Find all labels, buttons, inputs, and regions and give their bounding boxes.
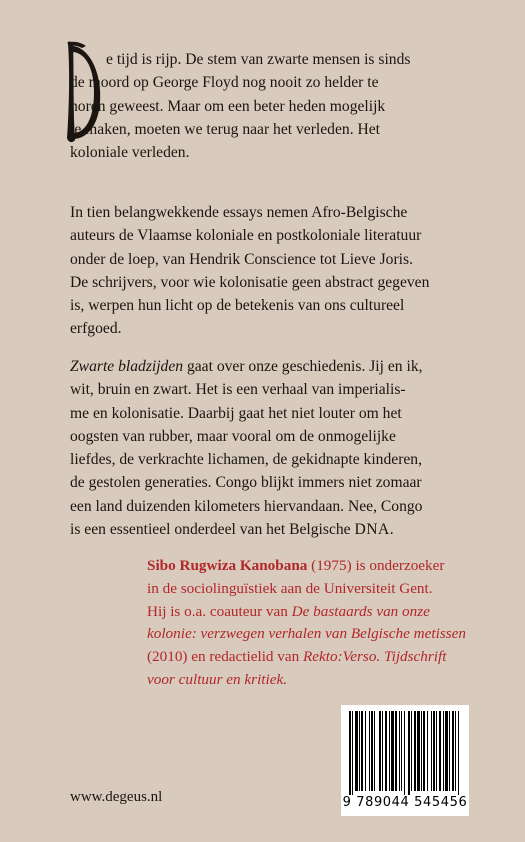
bio-line — [147, 623, 487, 646]
history-line: oogsten van rubber, maar vooral om de onmogelijke — [70, 427, 396, 445]
barcode-bar — [404, 711, 405, 795]
dna-abbreviation: DNA. — [354, 521, 395, 539]
barcode-bar — [411, 711, 412, 791]
barcode-bar — [417, 711, 420, 791]
barcode-bar — [352, 711, 353, 795]
publisher-website[interactable]: www.degeus.nl — [70, 789, 163, 805]
barcode-bar — [452, 711, 454, 791]
history-line: liefdes, de verkrachte lichamen, de gekidnapte kinderen, — [70, 451, 423, 469]
barcode-bar — [433, 711, 435, 791]
intro-line: koloniale verleden. — [70, 144, 190, 162]
barcode-bar — [408, 711, 410, 795]
isbn-barcode — [341, 705, 469, 816]
history-line: wit, bruin en zwart. Het is een verhaal van imperialis- — [70, 381, 406, 399]
bio-text: Hij is o.a. coauteur van — [147, 602, 292, 620]
barcode-bar — [458, 711, 459, 795]
essays-line: In tien belangwekkende essays nemen Afro-Belgische — [70, 204, 408, 221]
barcode-bar — [455, 711, 456, 791]
essays-line: is, werpen hun licht op de betekenis van ons cultureel — [70, 297, 405, 315]
book-title-italic: kolonie: verzwegen verhalen van Belgische metissen — [147, 625, 466, 643]
book-title-italic: De bastaards van onze — [291, 602, 430, 620]
isbn-number: 9 789044 545456 — [342, 795, 468, 810]
barcode-bar — [355, 711, 358, 791]
history-line-text: gaat over onze geschiedenis. Jij en ik, — [183, 358, 423, 375]
barcode-bar — [449, 711, 450, 791]
bio-line — [147, 646, 487, 669]
bio-text: (1975) is onderzoeker — [307, 557, 445, 574]
barcode-bar — [427, 711, 428, 791]
history-line — [70, 518, 470, 541]
barcode-bar — [436, 711, 437, 791]
history-line: me en kolonisatie. Daarbij gaat het niet louter om het — [70, 404, 402, 422]
intro-line: e tijd is rijp. De stem van zwarte mensen is sinds — [106, 51, 411, 68]
barcode-bar — [361, 711, 363, 791]
barcode-bar — [374, 711, 375, 791]
barcode-bar — [399, 711, 400, 791]
barcode-bar — [382, 711, 383, 791]
barcode-bar — [359, 711, 360, 791]
journal-title-italic: Rekto:Verso. Tijdschrift — [303, 648, 447, 666]
author-name: Sibo Rugwiza Kanobana — [147, 557, 308, 574]
barcode-bar — [391, 711, 394, 791]
intro-line: horen geweest. Maar om een beter heden mogelijk — [70, 97, 386, 115]
bio-text: (2010) en redactielid van — [147, 648, 304, 666]
intro-line: de moord op George Floyd nog nooit zo helder te — [70, 74, 379, 92]
barcode-bar — [349, 711, 351, 795]
barcode-bar — [439, 711, 441, 791]
barcode-bar — [401, 711, 402, 791]
barcode-bar — [414, 711, 416, 791]
history-line — [70, 355, 470, 378]
barcode-bar — [379, 711, 381, 791]
history-line: een land duizenden kilometers hiervandaan. Nee, Congo — [70, 497, 423, 515]
barcode-bar — [385, 711, 387, 791]
barcode-bar — [431, 711, 432, 791]
barcode-bar — [371, 711, 373, 791]
barcode-bar — [445, 711, 448, 791]
barcode-bar — [421, 711, 422, 791]
essays-line: onder de loep, van Hendrik Conscience tot Lieve Joris. — [70, 250, 413, 268]
intro-line: te maken, moeten we terug naar het verleden. Het — [70, 120, 381, 138]
barcode-bar — [389, 711, 390, 791]
history-line: de gestolen generaties. Congo blijkt immers niet zomaar — [70, 474, 422, 492]
barcode-bar — [443, 711, 444, 791]
barcode-bar — [365, 711, 366, 791]
history-paragraph — [70, 355, 470, 541]
bio-line — [147, 555, 487, 578]
bio-line — [147, 601, 487, 624]
barcode-bar — [423, 711, 425, 791]
essays-line: auteurs de Vlaamse koloniale en postkoloniale literatuur — [70, 227, 422, 245]
journal-title-italic: voor cultuur en kritiek. — [147, 670, 288, 688]
author-bio — [147, 555, 487, 692]
barcode-bar — [369, 711, 370, 791]
barcode-bar — [395, 711, 397, 791]
book-title: Zwarte bladzijden — [70, 358, 184, 375]
intro-paragraph — [70, 48, 470, 164]
essays-line: De schrijvers, voor wie kolonisatie geen abstract gegeven — [70, 273, 430, 291]
bio-line — [147, 669, 487, 692]
bio-line: in de sociolinguïstiek aan de Universiteit Gent. — [147, 579, 433, 597]
essays-line: erfgoed. — [70, 320, 122, 338]
essays-paragraph — [70, 201, 470, 341]
history-line-text: is een essentieel onderdeel van het Belgische — [70, 521, 355, 539]
